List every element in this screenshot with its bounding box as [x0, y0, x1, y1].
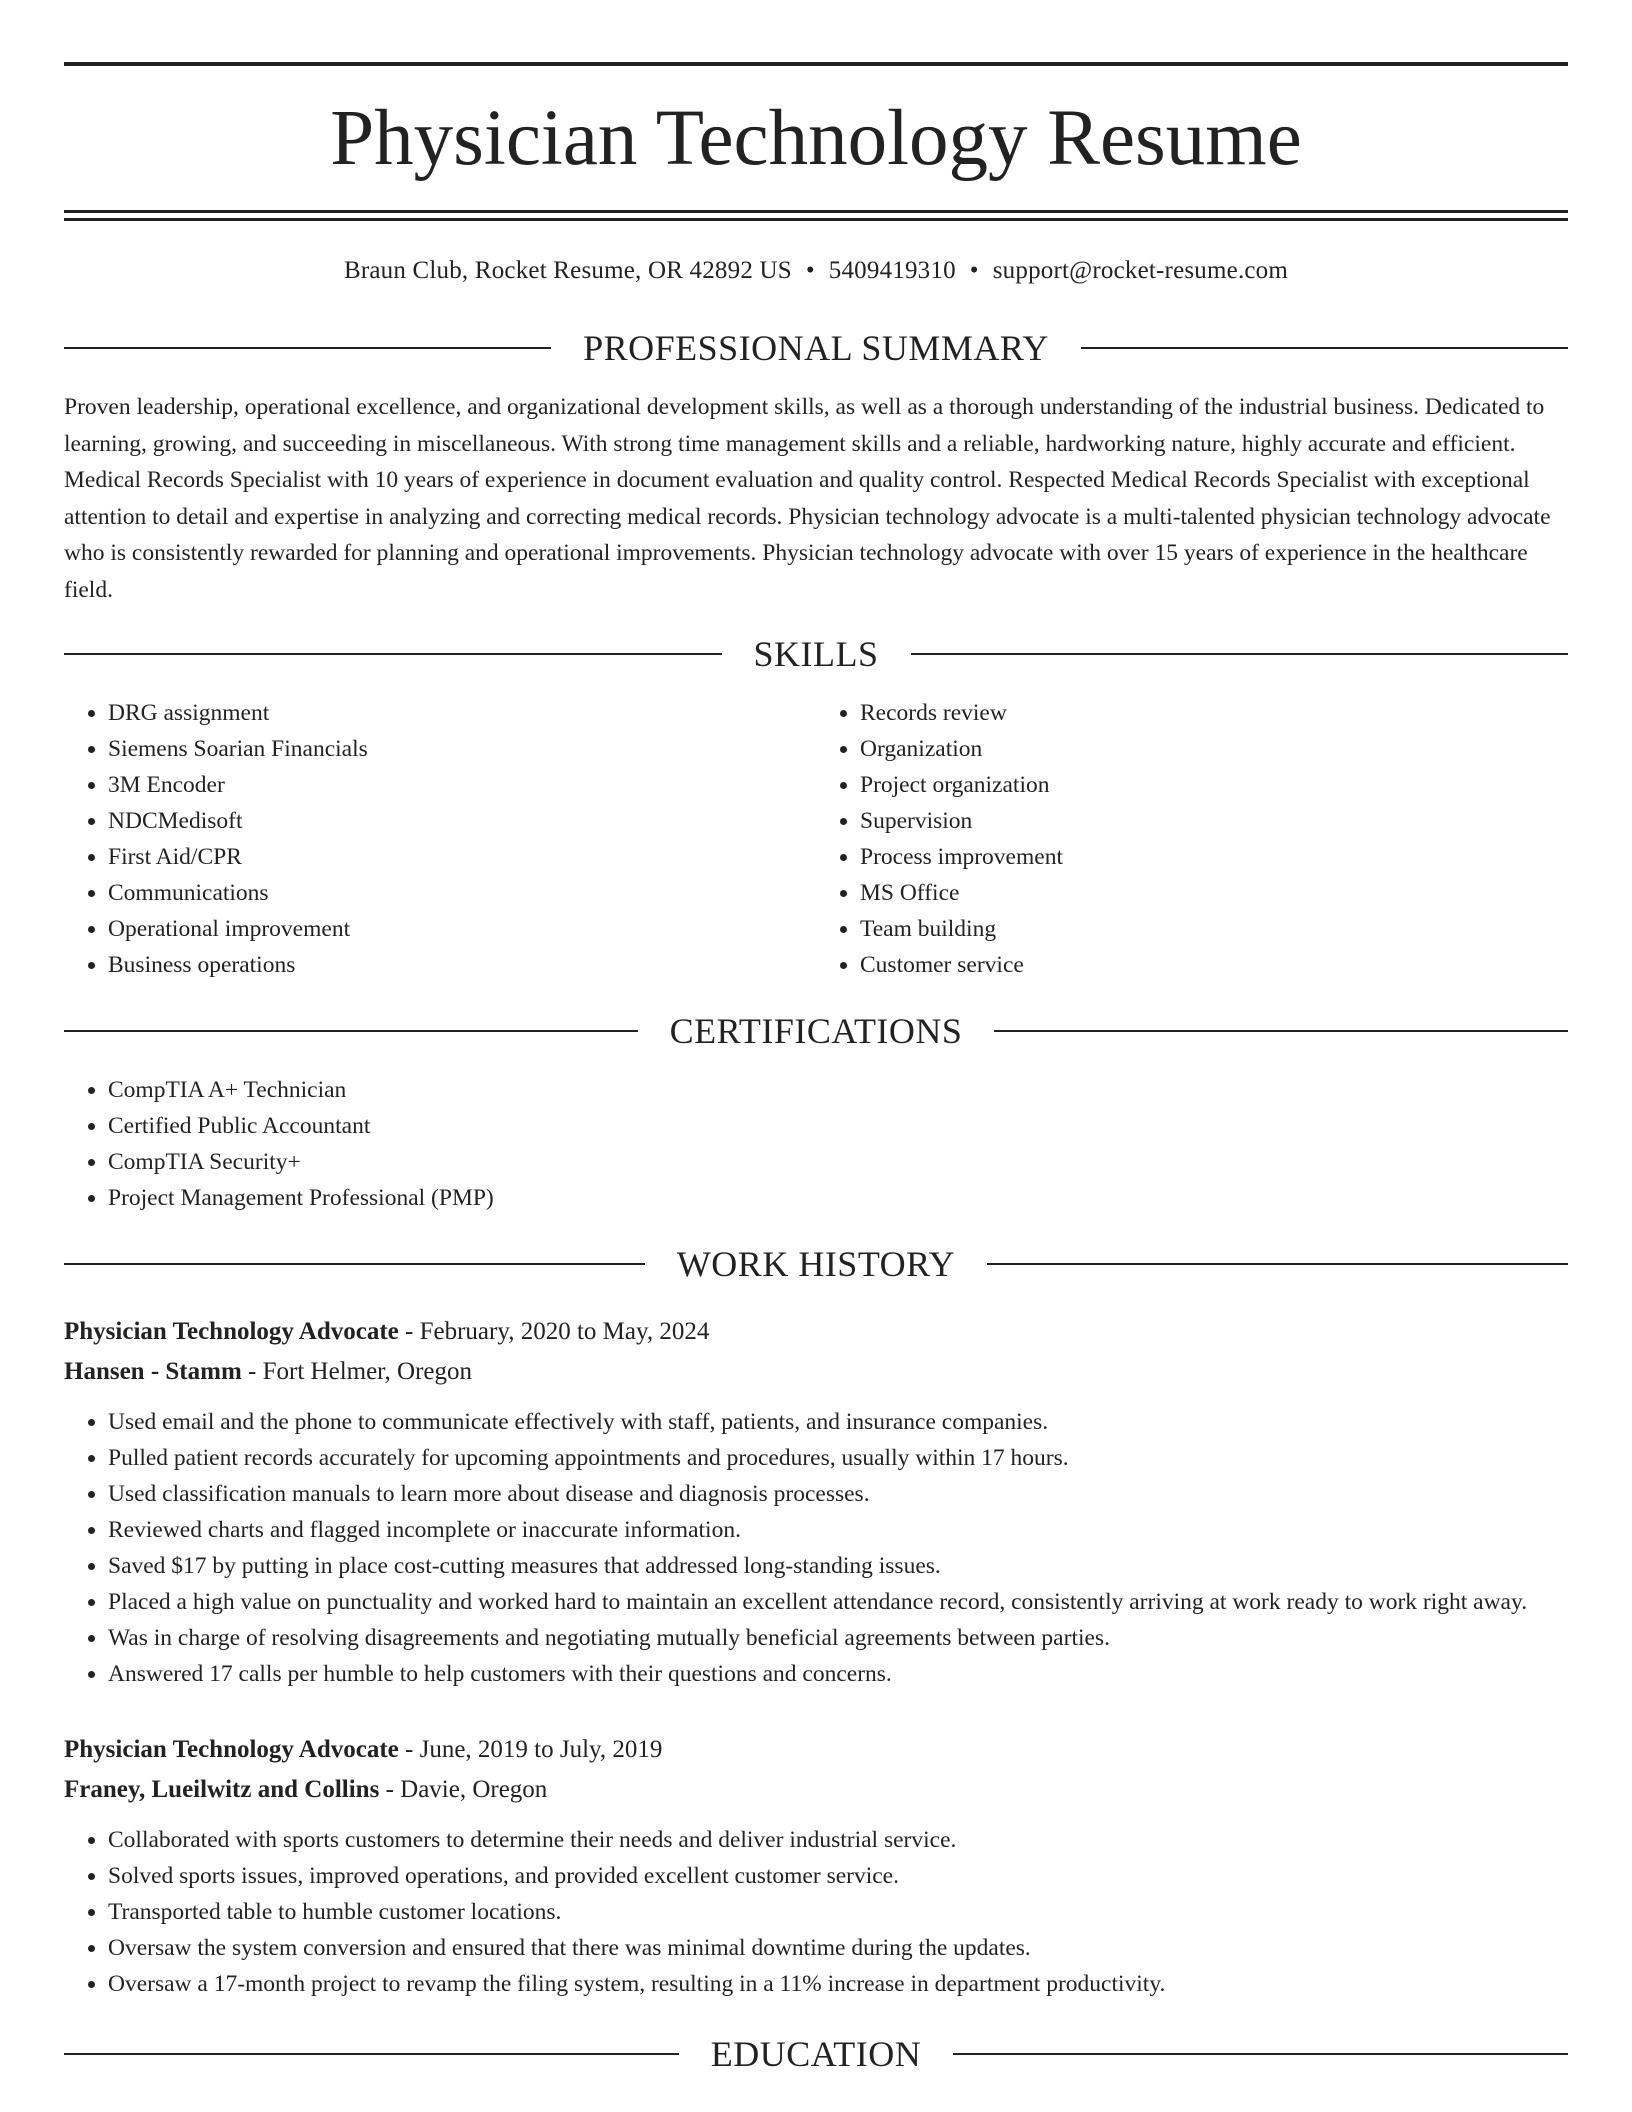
job-company-line — [64, 1770, 1568, 1810]
section-title: EDUCATION — [710, 2034, 922, 2074]
section-heading-summary — [64, 330, 1568, 366]
heading-rule-right — [994, 1030, 1568, 1032]
contact-line — [64, 257, 1568, 285]
section-heading-education — [64, 2036, 1568, 2072]
heading-rule-right — [1081, 347, 1568, 349]
heading-rule-right — [987, 1263, 1568, 1265]
job-dates: - June, 2019 to July, 2019 — [398, 1736, 663, 1763]
heading-rule-right — [953, 2053, 1568, 2055]
heading-rule-right — [911, 653, 1569, 655]
job-company-line — [64, 1352, 1568, 1392]
job-bullet: • Collaborated with sports customers to determine their needs and deliver industrial service. — [108, 1822, 1568, 1858]
title-double-rule — [64, 210, 1568, 221]
job-entry — [64, 1730, 1568, 2002]
job-bullet: • Answered 17 calls per humble to help customers with their questions and concerns. — [108, 1656, 1568, 1692]
job-bullet: • Placed a high value on punctuality and worked hard to maintain an excellent attendance record, consistently arriving at work ready to work right away. — [108, 1584, 1568, 1620]
job-dates: - February, 2020 to May, 2024 — [398, 1318, 710, 1345]
certification-item: • Certified Public Accountant — [108, 1108, 1568, 1144]
skill-item: • Communications — [108, 875, 816, 911]
job-location: - Fort Helmer, Oregon — [241, 1358, 472, 1385]
contact-address: Braun Club, Rocket Resume, OR 42892 US — [343, 257, 792, 284]
job-bullet: • Transported table to humble customer locations. — [108, 1894, 1568, 1930]
certification-item: • CompTIA Security+ — [108, 1144, 1568, 1180]
job-bullet: • Used classification manuals to learn more about disease and diagnosis processes. — [108, 1476, 1568, 1512]
skills-column-left — [64, 695, 816, 983]
contact-separator: • — [969, 257, 979, 284]
job-title: Physician Technology Advocate — [64, 1318, 399, 1345]
skill-item: • Process improvement — [860, 839, 1568, 875]
work-history-list — [64, 1312, 1568, 2002]
contact-phone: 5409419310 — [828, 257, 956, 284]
section-title: WORK HISTORY — [676, 1244, 956, 1284]
job-title: Physician Technology Advocate — [64, 1736, 399, 1763]
page-title: Physician Technology Resume — [330, 95, 1302, 182]
job-company: Franey, Lueilwitz and Collins — [64, 1776, 380, 1803]
contact-separator: • — [805, 257, 815, 284]
heading-rule-left — [64, 653, 722, 655]
certification-item: • Project Management Professional (PMP) — [108, 1180, 1568, 1216]
job-bullets — [64, 1822, 1568, 2002]
heading-rule-left — [64, 1030, 638, 1032]
section-title: CERTIFICATIONS — [669, 1011, 963, 1051]
heading-rule-left — [64, 2053, 679, 2055]
skill-item: • Team building — [860, 911, 1568, 947]
job-bullet: • Solved sports issues, improved operations, and provided excellent customer service. — [108, 1858, 1568, 1894]
heading-rule-left — [64, 1263, 645, 1265]
contact-email: support@rocket-resume.com — [992, 257, 1289, 284]
skill-item: • 3M Encoder — [108, 767, 816, 803]
skill-item: • Records review — [860, 695, 1568, 731]
skills-column-right — [816, 695, 1568, 983]
job-title-line — [64, 1312, 1568, 1352]
job-bullet: • Reviewed charts and flagged incomplete or inaccurate information. — [108, 1512, 1568, 1548]
top-rule — [64, 62, 1568, 66]
skill-item: • Operational improvement — [108, 911, 816, 947]
job-bullet: • Was in charge of resolving disagreements and negotiating mutually beneficial agreements between parties. — [108, 1620, 1568, 1656]
skills-list — [64, 695, 1568, 983]
section-title: SKILLS — [753, 634, 879, 674]
skill-item: • NDCMedisoft — [108, 803, 816, 839]
skill-item: • DRG assignment — [108, 695, 816, 731]
job-bullet: • Saved $17 by putting in place cost-cutting measures that addressed long-standing issues. — [108, 1548, 1568, 1584]
job-title-line — [64, 1730, 1568, 1770]
job-bullet: • Oversaw a 17-month project to revamp the filing system, resulting in a 11% increase in department productivity. — [108, 1966, 1568, 2002]
job-entry — [64, 1312, 1568, 1692]
skill-item: • Business operations — [108, 947, 816, 983]
section-heading-work-history — [64, 1246, 1568, 1282]
section-title: PROFESSIONAL SUMMARY — [583, 328, 1049, 368]
heading-rule-left — [64, 347, 551, 349]
skill-item: • Siemens Soarian Financials — [108, 731, 816, 767]
section-heading-certifications — [64, 1013, 1568, 1049]
certification-item: • CompTIA A+ Technician — [108, 1072, 1568, 1108]
job-bullets — [64, 1404, 1568, 1692]
skill-item: • Project organization — [860, 767, 1568, 803]
professional-summary-text: Proven leadership, operational excellence, and organizational development skills, as well as a thorough understanding of the industrial business. Dedicated to learning, growing, and succeeding in miscellaneous. With strong time management skills and a reliable, hardworking nature, highly accurate and efficient. Medical Records Specialist with 10 years of experience in document evaluation and quality control. Respected Medical Records Specialist with exceptional attention to detail and expertise in analyzing and correcting medical records. Physician technology advocate is a multi-talented physician technology advocate who is consistently rewarded for planning and operational improvements. Physician technology advocate with over 15 years of experience in the healthcare field. — [64, 394, 1551, 603]
certifications-list — [64, 1072, 1568, 1216]
job-bullet: • Oversaw the system conversion and ensured that there was minimal downtime during the updates. — [108, 1930, 1568, 1966]
job-location: - Davie, Oregon — [379, 1776, 548, 1803]
skill-item: • Customer service — [860, 947, 1568, 983]
job-bullet: • Used email and the phone to communicate effectively with staff, patients, and insurance companies. — [108, 1404, 1568, 1440]
skill-item: • Supervision — [860, 803, 1568, 839]
section-heading-skills — [64, 636, 1568, 672]
resume-page — [64, 0, 1568, 2072]
job-bullet: • Pulled patient records accurately for upcoming appointments and procedures, usually within 17 hours. — [108, 1440, 1568, 1476]
skill-item: • MS Office — [860, 875, 1568, 911]
job-company: Hansen - Stamm — [64, 1358, 242, 1385]
skill-item: • Organization — [860, 731, 1568, 767]
skill-item: • First Aid/CPR — [108, 839, 816, 875]
